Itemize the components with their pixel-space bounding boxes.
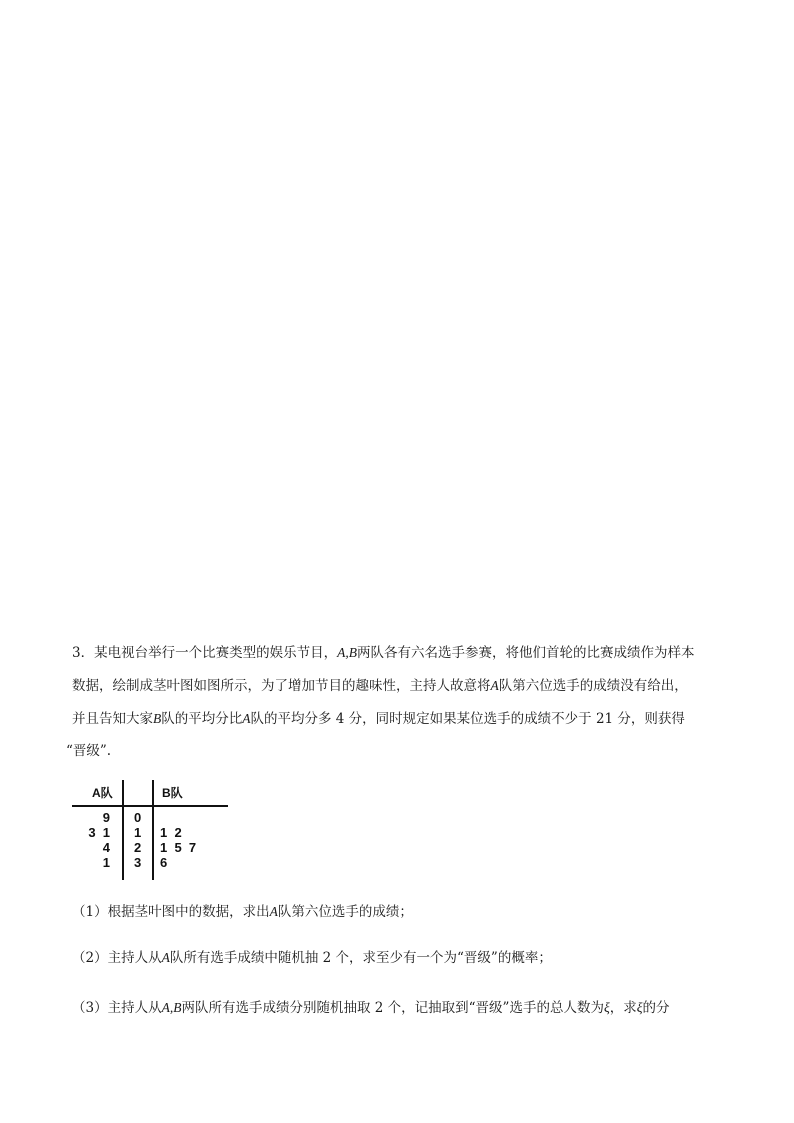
variable: A <box>269 904 278 919</box>
stem: 0 <box>134 810 142 825</box>
stem: 1 <box>134 825 142 840</box>
leaf-b: 1 2 <box>160 825 182 840</box>
stem: 3 <box>134 855 142 870</box>
divider-left <box>122 780 124 880</box>
variable: A <box>242 711 251 726</box>
problem-line-1: 3．某电视台举行一个比赛类型的娱乐节目，A,B两队各有六名选手参赛，将他们首轮的比赛成绩作为样本 <box>72 645 695 661</box>
question-1: （1）根据茎叶图中的数据，求出A队第六位选手的成绩； <box>72 904 413 920</box>
header-team-a: A队 <box>92 786 113 800</box>
variable: A <box>161 950 170 965</box>
leaf-b: 1 5 7 <box>160 840 197 855</box>
leaf-a: 3 1 <box>88 825 110 840</box>
variable-xi: ξ <box>603 1000 610 1015</box>
problem-line-3: 并且告知大家B队的平均分比A队的平均分多 4 分，同时规定如果某位选手的成绩不少于 21 分，则获得 <box>72 711 685 727</box>
leaf-a: 1 <box>102 855 110 870</box>
variable: B <box>153 711 162 726</box>
variable: A <box>490 678 499 693</box>
problem-line-2: 数据，绘制成茎叶图如图所示，为了增加节目的趣味性，主持人故意将A队第六位选手的成绩没有给出， <box>72 678 688 694</box>
leaf-b: 6 <box>160 855 168 870</box>
variable: A,B <box>337 645 357 660</box>
problem-line-4: “晋级”. <box>66 743 112 759</box>
variable-xi: ξ <box>636 1000 643 1015</box>
header-rule <box>72 805 228 807</box>
stem-leaf-plot <box>72 780 232 880</box>
question-2: （2）主持人从A队所有选手成绩中随机抽 2 个，求至少有一个为“晋级”的概率； <box>72 950 552 966</box>
header-team-b: B队 <box>162 786 183 800</box>
divider-right <box>152 780 154 880</box>
leaf-a: 9 <box>102 810 110 825</box>
variable: A,B <box>161 1000 182 1015</box>
leaf-a: 4 <box>102 840 110 855</box>
question-3: （3）主持人从A,B两队所有选手成绩分别随机抽取 2 个，记抽取到“晋级”选手的总人数为ξ，求ξ的分 <box>72 1000 670 1016</box>
stem: 2 <box>134 840 142 855</box>
problem-text <box>66 636 732 768</box>
